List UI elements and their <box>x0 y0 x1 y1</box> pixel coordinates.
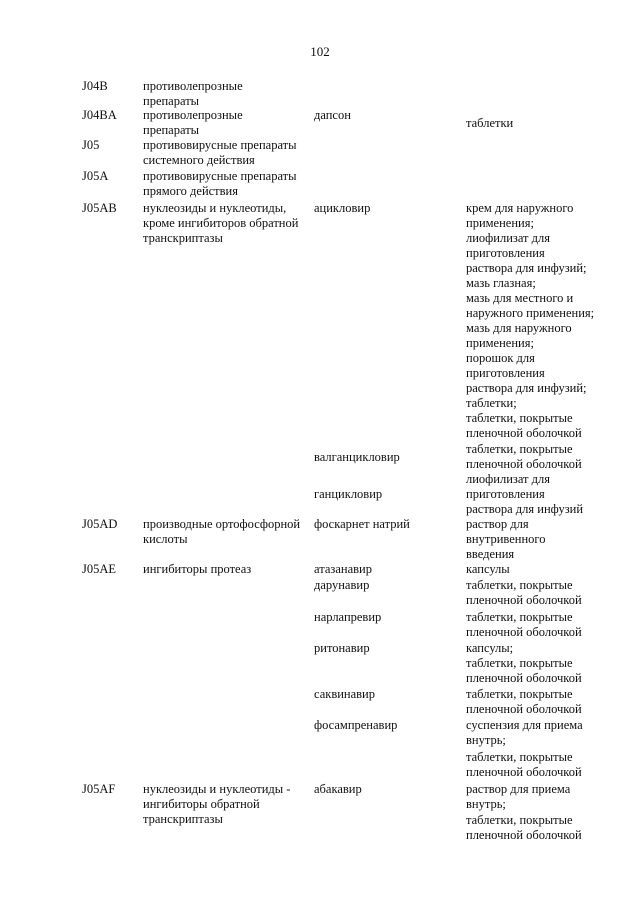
dosage-form: наружного применения; <box>466 306 595 320</box>
dosage-form: таблетки <box>466 116 514 130</box>
atc-code: J05AE <box>82 562 117 576</box>
drug-name: ацикловир <box>314 201 371 215</box>
dosage-form: применения; <box>466 216 534 230</box>
group-name: препараты <box>143 123 200 137</box>
dosage-form: раствора для инфузий; <box>466 261 587 275</box>
dosage-form: капсулы; <box>466 641 514 655</box>
atc-code: J05 <box>82 138 100 152</box>
dosage-form: пленочной оболочкой <box>466 593 582 607</box>
atc-code: J05AB <box>82 201 117 215</box>
dosage-form: пленочной оболочкой <box>466 702 582 716</box>
page-number: 102 <box>310 44 330 59</box>
dosage-form: пленочной оболочкой <box>466 765 582 779</box>
dosage-form: порошок для <box>466 351 535 365</box>
drug-name: фоскарнет натрий <box>314 517 410 531</box>
group-name: кроме ингибиторов обратной <box>143 216 299 230</box>
group-name: производные ортофосфорной <box>143 517 301 531</box>
dosage-form: пленочной оболочкой <box>466 828 582 842</box>
group-name: нуклеозиды и нуклеотиды - <box>143 782 291 796</box>
dosage-form: таблетки, покрытые <box>466 610 573 624</box>
dosage-form: раствора для инфузий; <box>466 381 587 395</box>
dosage-form: внутривенного <box>466 532 546 546</box>
dosage-form: лиофилизат для <box>466 231 550 245</box>
dosage-form: таблетки; <box>466 396 517 410</box>
group-name: системного действия <box>143 153 255 167</box>
dosage-form: таблетки, покрытые <box>466 578 573 592</box>
dosage-form: таблетки, покрытые <box>466 411 573 425</box>
atc-code: J04B <box>82 79 108 93</box>
group-name: транскриптазы <box>143 231 223 245</box>
group-name: прямого действия <box>143 184 238 198</box>
group-name: противолепрозные <box>143 108 243 122</box>
dosage-form: суспензия для приема <box>466 718 583 732</box>
dosage-form: раствор для приема <box>466 782 571 796</box>
dosage-form: внутрь; <box>466 797 506 811</box>
dosage-form: таблетки, покрытые <box>466 813 573 827</box>
dosage-form: приготовления <box>466 487 545 501</box>
drug-name: фосампренавир <box>314 718 398 732</box>
atc-code: J05A <box>82 169 109 183</box>
drug-name: дапсон <box>314 108 351 122</box>
dosage-form: капсулы <box>466 562 510 576</box>
dosage-form: раствор для <box>466 517 529 531</box>
drug-name: нарлапревир <box>314 610 382 624</box>
dosage-form: внутрь; <box>466 733 506 747</box>
dosage-form: приготовления <box>466 366 545 380</box>
group-name: кислоты <box>143 532 188 546</box>
drug-name: ритонавир <box>314 641 370 655</box>
dosage-form: раствора для инфузий <box>466 502 584 516</box>
drug-name: абакавир <box>314 782 362 796</box>
group-name: противовирусные препараты <box>143 169 297 183</box>
atc-code: J05AD <box>82 517 118 531</box>
group-name: ингибиторы обратной <box>143 797 260 811</box>
dosage-form: таблетки, покрытые <box>466 750 573 764</box>
atc-code: J04BA <box>82 108 117 122</box>
dosage-form: введения <box>466 547 515 561</box>
group-name: препараты <box>143 94 200 108</box>
dosage-form: мазь для наружного <box>466 321 572 335</box>
drug-name: саквинавир <box>314 687 375 701</box>
dosage-form: мазь глазная; <box>466 276 536 290</box>
dosage-form: пленочной оболочкой <box>466 426 582 440</box>
dosage-form: лиофилизат для <box>466 472 550 486</box>
drug-name: ганцикловир <box>314 487 383 501</box>
drug-name: валганцикловир <box>314 450 400 464</box>
dosage-form: пленочной оболочкой <box>466 457 582 471</box>
dosage-form: таблетки, покрытые <box>466 687 573 701</box>
dosage-form: приготовления <box>466 246 545 260</box>
dosage-form: мазь для местного и <box>466 291 574 305</box>
dosage-form: крем для наружного <box>466 201 574 215</box>
group-name: противовирусные препараты <box>143 138 297 152</box>
dosage-form: пленочной оболочкой <box>466 671 582 685</box>
group-name: противолепрозные <box>143 79 243 93</box>
dosage-form: применения; <box>466 336 534 350</box>
group-name: нуклеозиды и нуклеотиды, <box>143 201 287 215</box>
drug-name: атазанавир <box>314 562 372 576</box>
atc-code: J05AF <box>82 782 116 796</box>
dosage-form: пленочной оболочкой <box>466 625 582 639</box>
dosage-form: таблетки, покрытые <box>466 442 573 456</box>
group-name: транскриптазы <box>143 812 223 826</box>
group-name: ингибиторы протеаз <box>143 562 252 576</box>
drug-name: дарунавир <box>314 578 370 592</box>
dosage-form: таблетки, покрытые <box>466 656 573 670</box>
